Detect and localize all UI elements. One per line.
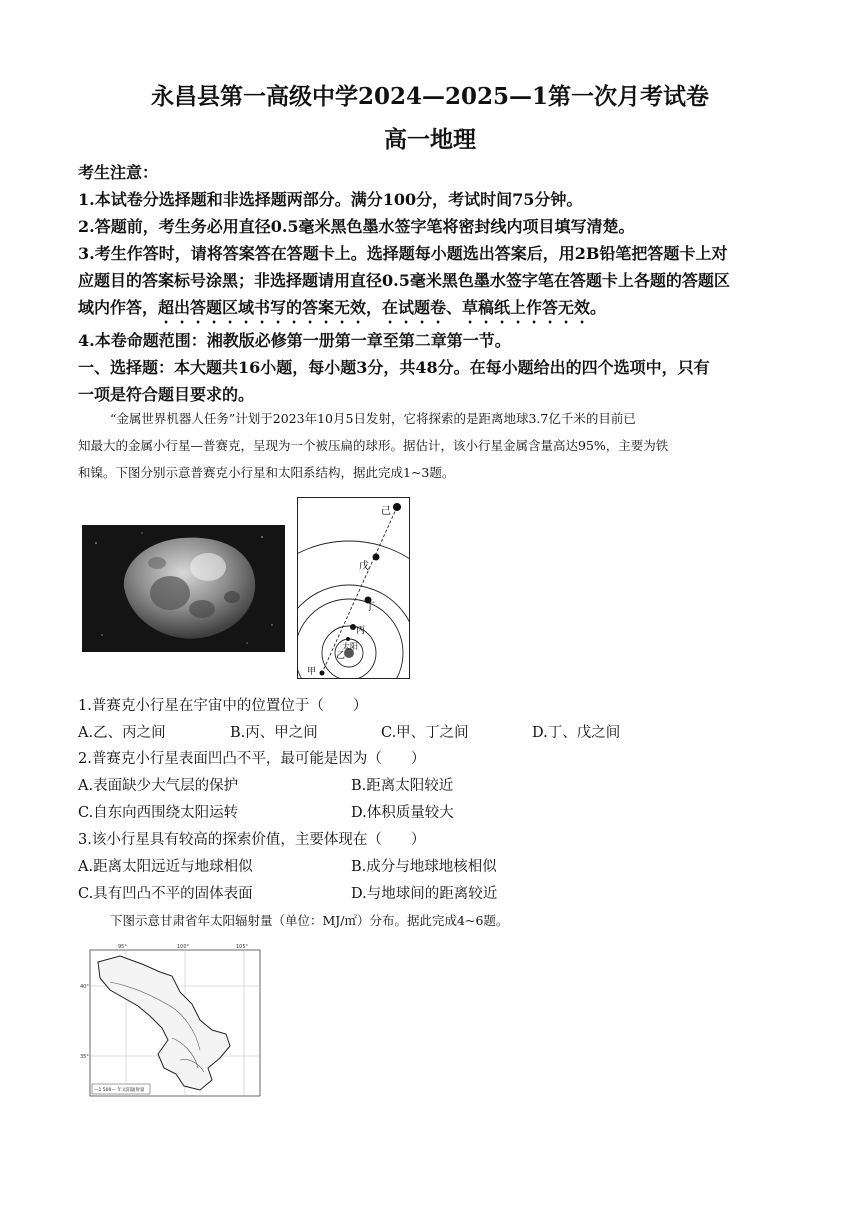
page-title: 永昌县第一高级中学2024—2025—1第一次月考试卷 bbox=[150, 83, 710, 110]
page-subtitle: 高一地理 bbox=[384, 126, 476, 153]
question-3-option-d: D.与地球间的距离较近 bbox=[351, 886, 498, 902]
lon-label-100: 100° bbox=[177, 944, 190, 950]
question-2-stem: 2.普赛克小行星表面凹凸不平，最可能是因为（ ） bbox=[78, 751, 426, 767]
notice-heading: 考生注意： bbox=[78, 163, 159, 182]
planet-jia bbox=[320, 671, 325, 676]
gansu-solar-radiation-map bbox=[80, 942, 262, 1106]
notice-item-4: 4.本卷命题范围：湘教版必修第一册第一章至第二章第一节。 bbox=[78, 331, 511, 350]
planet-wu bbox=[373, 554, 380, 561]
passage-1-line2: 知最大的金属小行星—普赛克，呈现为一个被压扁的球形。据估计，该小行星金属含量高达95%，主要为铁 bbox=[78, 438, 669, 453]
section-1-line1: 一、选择题：本大题共16小题，每小题3分，共48分。在每小题给出的四个选项中，只有 bbox=[78, 358, 710, 377]
question-3-option-a: A.距离太阳远近与地球相似 bbox=[78, 859, 253, 875]
question-1-option-d: D.丁、戊之间 bbox=[532, 725, 621, 741]
label-bing: 丙 bbox=[356, 626, 366, 636]
notice-item-3-emphasis: 超出答题区域书写的答案无效，在试题卷、草稿纸上作答无效 bbox=[158, 298, 591, 317]
lon-label-105: 105° bbox=[236, 944, 249, 950]
question-2-option-c: C.自东向西围绕太阳运转 bbox=[78, 805, 239, 821]
lat-label-40: 40° bbox=[80, 984, 89, 990]
question-2-option-b: B.距离太阳较近 bbox=[351, 778, 454, 794]
notice-item-3-line3 bbox=[78, 295, 606, 327]
question-3-option-b: B.成分与地球地核相似 bbox=[351, 859, 497, 875]
question-1-option-c: C.甲、丁之间 bbox=[381, 725, 469, 741]
lat-label-35: 35° bbox=[80, 1054, 89, 1060]
asteroid-psyche-image bbox=[82, 525, 285, 652]
passage-2-line1: 下图示意甘肃省年太阳辐射量（单位：MJ/㎡）分布。据此完成4~6题。 bbox=[110, 913, 509, 928]
map-legend: —1 500— 年太阳辐射量 bbox=[94, 1088, 145, 1093]
question-1-option-a: A.乙、丙之间 bbox=[78, 725, 166, 741]
question-2-option-a: A.表面缺少大气层的保护 bbox=[78, 778, 239, 794]
label-wu: 戊 bbox=[359, 561, 369, 572]
notice-item-3-line1: 3.考生作答时，请将答案答在答题卡上。选择题每小题选出答案后，用2B铅笔把答题卡上对 bbox=[78, 244, 728, 263]
label-yi: 乙 bbox=[336, 651, 346, 661]
notice-item-3-line2: 应题目的答案标号涂黑；非选择题请用直径0.5毫米黑色墨水签字笔在答题卡上各题的答题区 bbox=[78, 271, 730, 290]
question-3-option-c: C.具有凹凸不平的固体表面 bbox=[78, 886, 253, 902]
notice-item-1: 1.本试卷分选择题和非选择题两部分。满分100分，考试时间75分钟。 bbox=[78, 190, 583, 209]
section-1-line2: 一项是符合题目要求的。 bbox=[78, 385, 255, 404]
question-2-option-d: D.体积质量较大 bbox=[351, 805, 454, 821]
label-ji: 己 bbox=[381, 506, 391, 517]
question-1-option-b: B.丙、甲之间 bbox=[230, 725, 318, 741]
solar-system-diagram bbox=[297, 497, 410, 679]
label-ding: 丁 bbox=[365, 602, 375, 613]
notice-item-3-line3-start: 域内作答， bbox=[78, 298, 159, 317]
question-3-stem: 3.该小行星具有较高的探索价值，主要体现在（ ） bbox=[78, 832, 426, 848]
notice-item-2: 2.答题前，考生务必用直径0.5毫米黑色墨水签字笔将密封线内项目填写清楚。 bbox=[78, 217, 635, 236]
label-jia: 甲 bbox=[307, 667, 317, 677]
label-sun: 太阳 bbox=[342, 642, 358, 651]
question-1-stem: 1.普赛克小行星在宇宙中的位置位于（ ） bbox=[78, 698, 368, 714]
passage-1-line3: 和镍。下图分别示意普赛克小行星和太阳系结构，据此完成1~3题。 bbox=[78, 465, 455, 480]
planet-ji bbox=[393, 503, 401, 511]
lon-label-95: 95° bbox=[118, 944, 127, 950]
passage-1-line1: “金属世界机器人任务”计划于2023年10月5日发射，它将探索的是距离地球3.7亿千米的目前已 bbox=[110, 411, 636, 426]
planet-yi bbox=[346, 637, 350, 641]
notice-item-3-line3-end: 。 bbox=[590, 298, 607, 317]
